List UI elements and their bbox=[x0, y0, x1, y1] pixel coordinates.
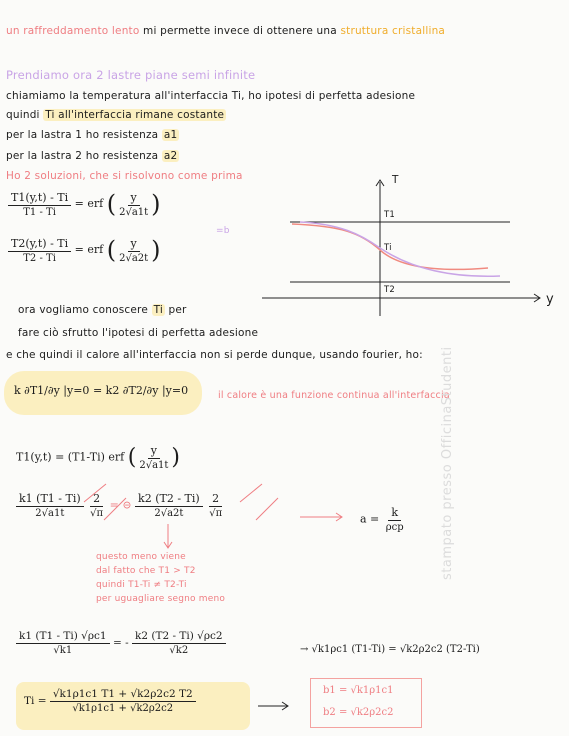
balance-two-1: 2 bbox=[90, 492, 103, 507]
note-minus-line-2: dal fatto che T1 > T2 bbox=[96, 566, 196, 576]
eq2-erf: = erf bbox=[74, 243, 104, 256]
section-heading: Prendiamo ora 2 lastre piane semi infinite bbox=[6, 68, 256, 82]
root-c1-den: √k1 bbox=[53, 645, 73, 656]
root-minus: = - bbox=[112, 637, 129, 649]
t1-arg-num: y bbox=[148, 444, 160, 459]
balance-sqrtpi-1: √π bbox=[90, 508, 104, 519]
balance-k1-den: 2√a1t bbox=[35, 508, 65, 519]
t1-expression: T1(y,t) = (T1-Ti) erf ( $\frac{y}{2√a1t}$ ) bbox=[16, 444, 180, 471]
phrase-slow-cooling: un raffreddamento lento bbox=[6, 25, 140, 37]
eq1-arg-num: y bbox=[128, 191, 140, 206]
alpha-den: ρcp bbox=[385, 522, 404, 533]
watermark: stampato presso OfficinaStudenti bbox=[440, 346, 455, 580]
text-two-solutions: Ho 2 soluzioni, che si risolvono come prima bbox=[6, 170, 243, 182]
balance-minus: = ⊝ bbox=[109, 498, 132, 512]
text-line-10: e che quindi il calore all'interfaccia non si perde dunque, usando fourier, ho: bbox=[6, 349, 423, 361]
note-minus-line-1: questo meno viene bbox=[96, 552, 186, 562]
note-minus-line-3: quindi T1-Ti ≠ T2-Ti bbox=[96, 580, 187, 590]
graph-label-ti: Ti bbox=[384, 243, 392, 253]
text-quindi: quindi bbox=[6, 109, 40, 121]
t1-lhs: T1(y,t) = (T1-Ti) erf bbox=[16, 450, 125, 464]
text-line-9: fare ciò sfrutto l'ipotesi di perfetta adesione bbox=[18, 327, 259, 339]
graph-label-t: T bbox=[392, 174, 399, 186]
eq1-numerator: T1(y,t) - Ti bbox=[8, 191, 71, 206]
alpha-num: k bbox=[388, 506, 401, 521]
equation-solution-2: $\frac{T2(y,t) - Ti}{T2 - Ti}$ = erf ( $\frac{y}{2√a2t}$ ) bbox=[8, 236, 161, 264]
text-vogliamo: ora vogliamo conoscere bbox=[18, 304, 149, 316]
graph-label-t1: T1 bbox=[384, 210, 396, 220]
phrase-middle: mi permette invece di ottenere una bbox=[143, 25, 337, 37]
balance-k1-num: k1 (T1 - Ti) bbox=[16, 492, 84, 507]
balance-two-2: 2 bbox=[209, 492, 222, 507]
text-lastra1: per la lastra 1 ho resistenza bbox=[6, 129, 159, 141]
eq2-numerator: T2(y,t) - Ti bbox=[8, 237, 71, 252]
balance-sqrtpi-2: √π bbox=[209, 508, 223, 519]
text-lastra2: per la lastra 2 ho resistenza bbox=[6, 150, 159, 162]
root-c2-den: √k2 bbox=[169, 645, 189, 656]
alpha-lhs: a = bbox=[360, 512, 380, 526]
graph-label-t2: T2 bbox=[384, 285, 396, 295]
b-definitions-box bbox=[310, 678, 422, 728]
eq2-arg-den: 2√a2t bbox=[119, 252, 149, 264]
text-line-3: chiamiamo la temperatura all'interfaccia Ti, ho ipotesi di perfetta adesione bbox=[6, 90, 416, 102]
phrase-crystal: struttura cristallina bbox=[340, 25, 446, 37]
graph-label-y: y bbox=[546, 292, 554, 307]
b2-definition: b2 = √k2ρ2c2 bbox=[323, 707, 394, 718]
note-minus-line-4: per uguagliare segno meno bbox=[96, 594, 226, 604]
text-per: per bbox=[168, 304, 187, 316]
b1-definition: b1 = √k1ρ1c1 bbox=[323, 685, 394, 696]
eq1-arg-den: 2√a1t bbox=[119, 206, 149, 218]
balance-k2-den: 2√a2t bbox=[154, 508, 184, 519]
fourier-left: k ∂T1/∂y |y=0 bbox=[14, 384, 90, 397]
ti-denominator: √k1ρ1c1 + √k2ρ2c2 bbox=[72, 703, 174, 714]
arrow-b-note: =b bbox=[216, 226, 230, 236]
eq2-denominator: T2 - Ti bbox=[23, 252, 56, 264]
t1-arg-den: 2√a1t bbox=[139, 460, 169, 471]
ti-lhs: Ti = bbox=[24, 695, 47, 707]
highlight-a1: a1 bbox=[163, 129, 178, 141]
balance-k2-num: k2 (T2 - Ti) bbox=[135, 492, 203, 507]
equation-solution-1: $\frac{T1(y,t) - Ti}{T1 - Ti}$ = erf ( $\frac{y}{2√a1t}$ ) bbox=[8, 190, 161, 218]
eq2-arg-num: y bbox=[128, 237, 140, 252]
root-simplified: → √k1ρc1 (T1-Ti) = √k2ρ2c2 (T2-Ti) bbox=[300, 644, 480, 655]
fourier-right: = k2 ∂T2/∂y |y=0 bbox=[92, 384, 189, 397]
eq1-erf: = erf bbox=[74, 197, 104, 210]
highlight-ti: Ti bbox=[153, 304, 163, 316]
root-c1-num: k1 (T1 - Ti) √ρc1 bbox=[16, 630, 110, 644]
highlight-a2: a2 bbox=[163, 150, 178, 162]
eq1-denominator: T1 - Ti bbox=[23, 206, 56, 218]
highlight-ti-constant: Ti all'interfaccia rimane costante bbox=[45, 109, 225, 121]
note-continuous-heat: il calore è una funzione continua all'interfaccia bbox=[218, 390, 450, 401]
root-c2-num: k2 (T2 - Ti) √ρc2 bbox=[132, 630, 226, 644]
ti-numerator: √k1ρ1c1 T1 + √k2ρ2c2 T2 bbox=[50, 688, 196, 702]
